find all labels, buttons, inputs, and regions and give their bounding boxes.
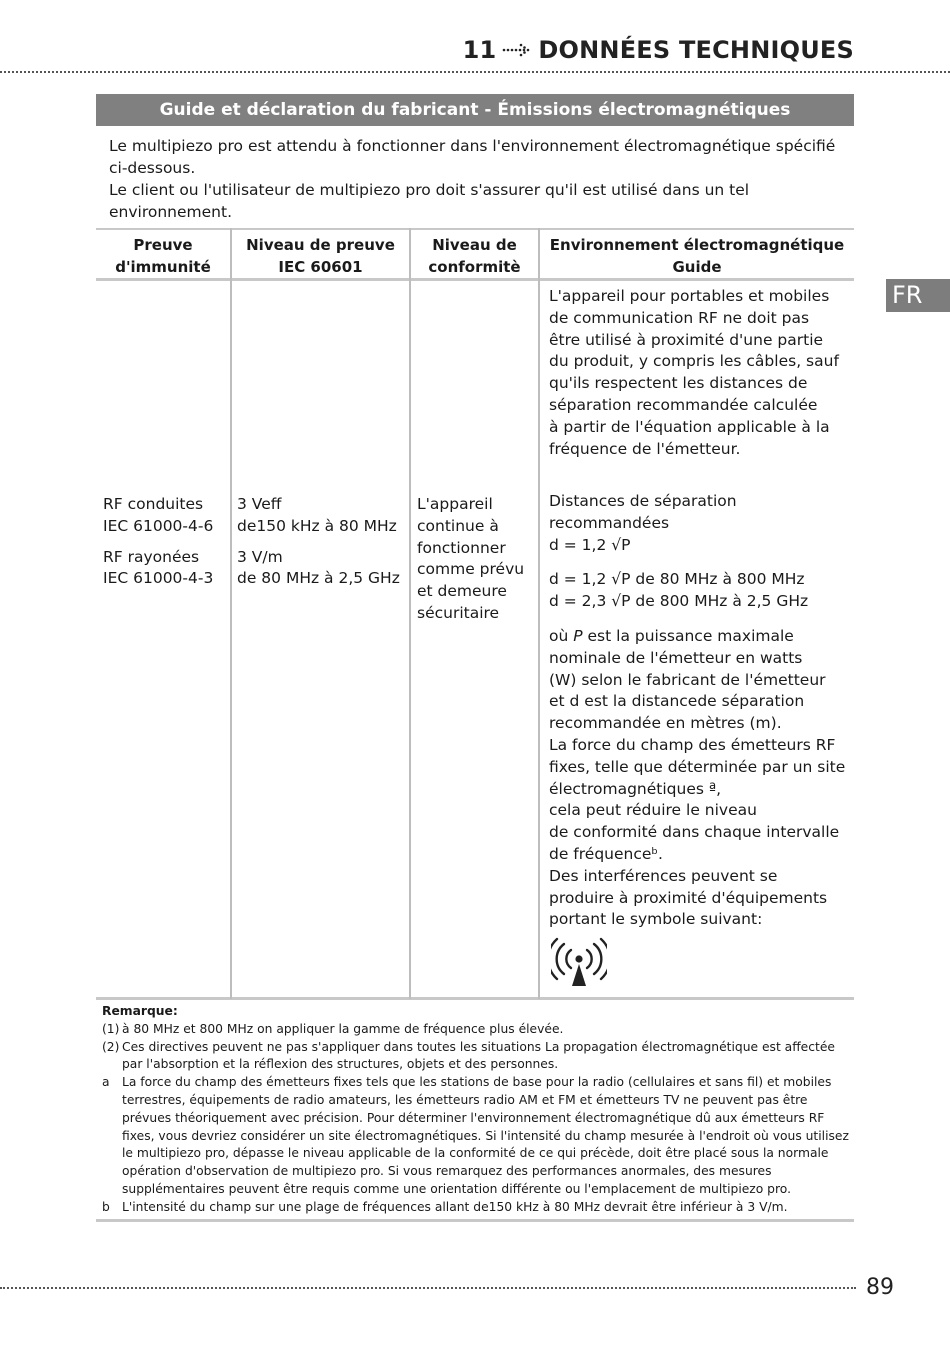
cell-line: recommandées bbox=[549, 513, 670, 532]
header-line: IEC 60601 bbox=[278, 258, 363, 276]
non-ionizing-radiation-icon bbox=[551, 936, 607, 988]
footer-dotted-rule bbox=[0, 1287, 856, 1289]
cell-line: Des interférences peuvent se bbox=[549, 866, 778, 885]
cell-line: séparation recommandée calculée bbox=[549, 395, 818, 414]
cell-line: portant le symbole suivant: bbox=[549, 910, 763, 929]
cell-line: produire à proximité d'équipements bbox=[549, 888, 828, 907]
cell-line: RF conduites bbox=[103, 495, 204, 513]
cell-test-level bbox=[237, 494, 400, 590]
column-divider bbox=[538, 228, 540, 999]
cell-line: nominale de l'émetteur en watts bbox=[549, 648, 803, 667]
chapter-heading bbox=[463, 36, 854, 64]
note-item bbox=[102, 1039, 854, 1075]
cell-line: IEC 61000-4-6 bbox=[103, 516, 214, 535]
chapter-number: 11 bbox=[462, 36, 497, 64]
intro-line: environnement. bbox=[109, 203, 233, 221]
note-text: Ces directives peuvent ne pas s'appliquer dans toutes les situations La propagation électromagnétique est affectée par l'absorption et la réflexion des structures, objets et des personnes. bbox=[122, 1039, 835, 1072]
cell-line: 3 Veff bbox=[237, 495, 282, 513]
language-tab: FR bbox=[886, 279, 950, 312]
immunity-table bbox=[96, 228, 854, 1000]
header-dotted-rule bbox=[0, 71, 950, 73]
cell-compliance-level bbox=[417, 494, 524, 625]
note-marker: (2) bbox=[102, 1039, 120, 1054]
cell-line: d = 1,2 √P de 80 MHz à 800 MHz bbox=[549, 570, 805, 588]
cell-line: sécuritaire bbox=[417, 603, 500, 622]
header-compliance-level bbox=[411, 234, 538, 278]
cell-immunity-test bbox=[103, 494, 213, 590]
header-line: Guide bbox=[672, 258, 722, 276]
cell-line: L'appareil bbox=[417, 495, 493, 513]
cell-line: de 80 MHz à 2,5 GHz bbox=[237, 569, 400, 588]
dotted-arrow-icon bbox=[502, 42, 532, 58]
header-line: d'immunité bbox=[115, 258, 211, 276]
cell-line: 3 V/m bbox=[237, 547, 283, 566]
notes-title: Remarque bbox=[102, 1004, 173, 1018]
section-banner bbox=[96, 94, 854, 126]
note-item bbox=[102, 1021, 854, 1039]
cell-line: électromagnétiques ª, bbox=[549, 779, 722, 798]
cell-line: cela peut réduire le niveau bbox=[549, 801, 757, 820]
cell-line: qu'ils respectent les distances de bbox=[549, 374, 808, 393]
header-immunity-test bbox=[96, 234, 230, 278]
cell-line: IEC 61000-4-3 bbox=[103, 569, 214, 588]
text-fragment: est la puissance maximale bbox=[582, 627, 794, 645]
cell-line: fonctionner bbox=[417, 538, 506, 557]
note-text: La force du champ des émetteurs fixes tels que les stations de base pour la radio (cellulaires et sans fil) et mobiles terrestres, équipements de radio amateurs, les émetteurs radio AM et FM et émetteurs TV ne peuvent pas être prévues théoriquement avec précision. Pour déterminer l'environnement électromagnétique dû aux émetteurs RF fixes, vous devriez considérer un site électromagnétiques. Si l'intensité du champ mesurée à l'endroit où vous utilisez le multipiezo pro, dépasse le niveau applicable de la conformité de ce qui précède, doit être placé sous la normale opération d'observation de multipiezo pro. Si vous remarquez des performances anormales, des mesures supplémentaires peuvent être requis comme une orientation différente ou l'emplacement de multipiezo pro. bbox=[122, 1075, 849, 1196]
cell-line: de conformité dans chaque intervalle bbox=[549, 823, 840, 842]
note-marker: b bbox=[102, 1199, 110, 1214]
note-item bbox=[102, 1199, 854, 1217]
cell-line: (W) selon le fabricant de l'émetteur bbox=[549, 670, 826, 689]
notes-bottom-rule bbox=[96, 1219, 854, 1222]
intro-line: ci-dessous. bbox=[109, 159, 196, 177]
chapter-title: DONNÉES TECHNIQUES bbox=[538, 36, 854, 64]
cell-line: L'appareil pour portables et mobiles bbox=[549, 287, 830, 305]
cell-separation-distances bbox=[549, 491, 737, 556]
table-header-rule bbox=[96, 278, 854, 281]
cell-line: à partir de l'équation applicable à la bbox=[549, 417, 830, 436]
page-number: 89 bbox=[866, 1275, 894, 1300]
cell-line: du produit, y compris les câbles, sauf bbox=[549, 352, 839, 371]
intro-line: Le client ou l'utilisateur de multipiezo pro doit s'assurer qu'il est utilisé dans un tel bbox=[109, 181, 750, 199]
header-em-environment bbox=[540, 234, 854, 278]
cell-line: de150 kHz à 80 MHz bbox=[237, 516, 397, 535]
note-marker: (1) bbox=[102, 1021, 120, 1036]
intro-paragraph bbox=[109, 135, 849, 223]
column-divider bbox=[409, 228, 411, 999]
header-line: Environnement électromagnétique bbox=[549, 236, 845, 254]
column-divider bbox=[230, 228, 232, 999]
note-item bbox=[102, 1074, 854, 1199]
cell-line: et d est la distancede séparation bbox=[549, 692, 805, 711]
header-line: Preuve bbox=[133, 236, 193, 254]
cell-line bbox=[549, 626, 845, 648]
cell-distance-formulas bbox=[549, 569, 808, 613]
notes-title-line: Remarque: bbox=[102, 1004, 178, 1018]
text-fragment: où bbox=[549, 627, 574, 645]
banner-title: Guide et déclaration du fabricant - Émissions électromagnétiques bbox=[159, 100, 791, 120]
cell-line: de communication RF ne doit pas bbox=[549, 308, 810, 327]
cell-line: recommandée en mètres (m). bbox=[549, 714, 782, 733]
cell-line: et demeure bbox=[417, 582, 507, 601]
intro-line: Le multipiezo pro est attendu à fonctionner dans l'environnement électromagnétique spécifié bbox=[109, 137, 836, 155]
cell-line: fréquence de l'émetteur. bbox=[549, 439, 741, 458]
cell-line: fixes, telle que déterminée par un site bbox=[549, 757, 846, 776]
cell-guidance-intro bbox=[549, 286, 839, 460]
note-text: L'intensité du champ sur une plage de fréquences allant de150 kHz à 80 MHz devrait être inférieur à 3 V/m. bbox=[122, 1199, 788, 1214]
header-test-level bbox=[232, 234, 409, 278]
header-line: Niveau de preuve bbox=[246, 236, 395, 254]
cell-line: RF rayonées bbox=[103, 547, 200, 566]
cell-line: d = 2,3 √P de 800 MHz à 2,5 GHz bbox=[549, 591, 809, 610]
notes-section bbox=[102, 1003, 854, 1217]
cell-line: d = 1,2 √P bbox=[549, 535, 631, 554]
cell-line: de fréquenceᵇ. bbox=[549, 844, 663, 863]
cell-guidance-notes bbox=[549, 626, 845, 931]
cell-line: continue à bbox=[417, 516, 499, 535]
cell-line: La force du champ des émetteurs RF bbox=[549, 735, 836, 754]
header-line: Niveau de bbox=[432, 236, 517, 254]
cell-line: comme prévu bbox=[417, 560, 525, 579]
note-text: à 80 MHz et 800 MHz on appliquer la gamme de fréquence plus élevée. bbox=[122, 1021, 564, 1036]
table-bottom-rule bbox=[96, 997, 854, 1000]
note-marker: a bbox=[102, 1075, 110, 1090]
power-variable: P bbox=[573, 627, 583, 645]
cell-line: être utilisé à proximité d'une partie bbox=[549, 330, 824, 349]
header-line: conformitè bbox=[428, 258, 521, 276]
cell-line: Distances de séparation bbox=[549, 492, 737, 510]
table-top-rule bbox=[96, 228, 854, 230]
